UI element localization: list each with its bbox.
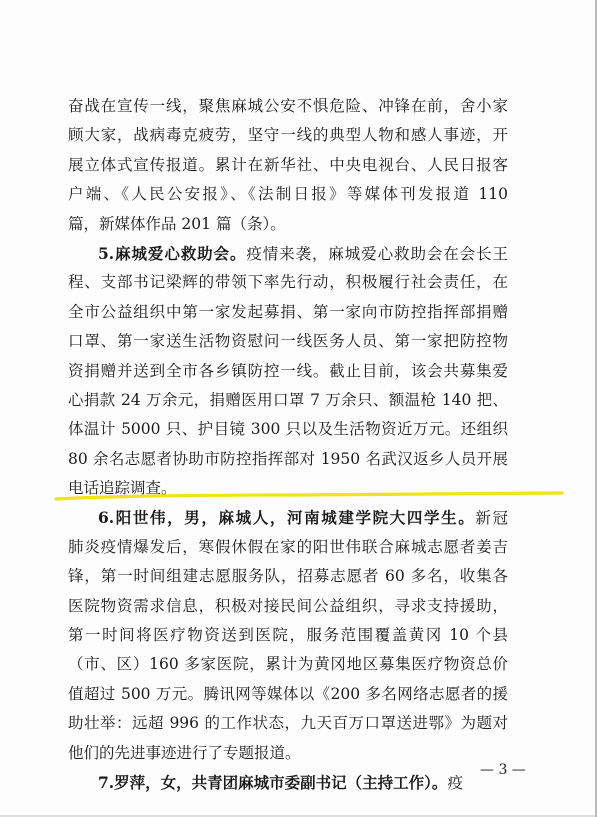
paragraph-first-line (68, 503, 508, 532)
text-line: 心捐款 24 万余元，捐赠医用口罩 7 万余只、额温枪 140 把、 (68, 390, 508, 409)
paragraph-first-line (68, 239, 508, 268)
text-line: 程、支部书记梁辉的带领下率先行动，积极履行社会责任，在 (68, 273, 508, 292)
document-body (68, 92, 508, 797)
text-line: 顾大家，战病毒克疲劳，坚守一线的典型人物和感人事迹，开 (68, 126, 508, 145)
text-line: 体温计 5000 只、护目镜 300 只以及生活物资近万元。还组织 (68, 420, 508, 439)
text-run: 疫情来袭，麻城爱心救助会在会长王 (246, 244, 508, 263)
text-line: 户端、《人民公安报》、《法制日报》等媒体刊发报道 110 (68, 185, 508, 204)
text-line: 篇，新媒体作品 201 篇（条）。 (68, 214, 286, 233)
paragraph-first-line (68, 768, 508, 797)
text-line: 值超过 500 万元。腾讯网等媒体以《200 多名网络志愿者的援 (68, 684, 508, 703)
text-line: 锋，第一时间组建志愿服务队，招募志愿者 60 多名，收集各 (68, 567, 508, 586)
text-line: 第一时间将医疗物资送到医院，服务范围覆盖黄冈 10 个县 (68, 626, 508, 645)
text-line: 口罩、第一家送生活物资慰问一线医务人员、第一家把防控物 (68, 332, 508, 351)
text-line: 他们的先进事迹进行了专题报道。 (68, 743, 301, 762)
section-heading-5: 5.麻城爱心救助会。 (98, 243, 247, 263)
text-line: 全市公益组织中第一家发起募捐、第一家向市防控指挥部捐赠 (68, 302, 508, 321)
page-number: — 3 — (480, 762, 526, 778)
text-line: 80 余名志愿者协助市防控指挥部对 1950 名武汉返乡人员开展 (68, 449, 508, 468)
text-line: 奋战在宣传一线，聚焦麻城公安不惧危险、冲锋在前，舍小家 (68, 97, 508, 115)
text-run: 疫 (447, 773, 463, 792)
text-line: （市、区）160 多家医院，累计为黄冈地区募集医疗物资总价 (68, 655, 508, 674)
text-line: 助壮举：远超 996 的工作状态，九天百万口罩送进鄂》为题对 (68, 714, 508, 733)
text-line: 展立体式宣传报道。累计在新华社、中央电视台、人民日报客 (68, 155, 508, 174)
section-heading-6: 6.阳世伟，男，麻城人，河南城建学院大四学生。 (98, 508, 476, 528)
text-line: 肺炎疫情爆发后，寒假休假在家的阳世伟联合麻城志愿者姜吉 (68, 537, 508, 556)
text-line: 资捐赠并送到全市各乡镇防控一线。截止目前，该会共募集爱 (68, 361, 508, 380)
text-run: 新冠 (475, 509, 508, 528)
section-heading-7: 7.罗萍，女，共青团麻城市委副书记（主持工作）。 (98, 772, 448, 792)
text-line: 医院物资需求信息，积极对接民间公益组织，寻求支持援助， (68, 596, 508, 615)
text-line: 电话追踪调查。 (68, 479, 177, 498)
